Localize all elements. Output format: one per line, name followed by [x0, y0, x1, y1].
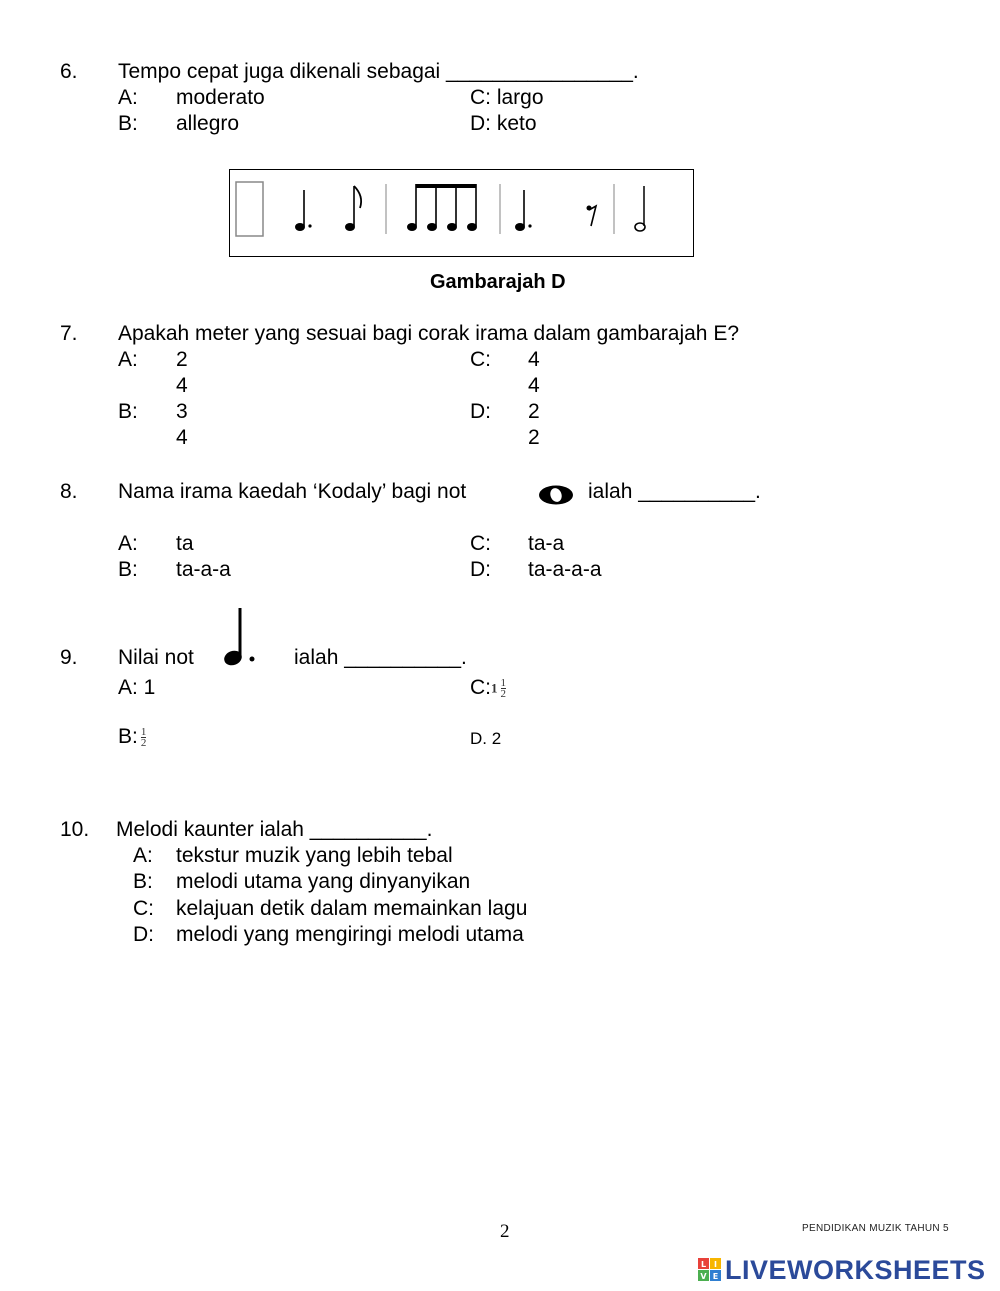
quaver-icon	[345, 186, 361, 231]
q9-option-c	[470, 675, 507, 701]
q10-question: Melodi kaunter ialah __________.	[116, 818, 433, 841]
q10-option-c-letter: C:	[133, 897, 154, 920]
figure-caption: Gambarajah D	[430, 271, 566, 293]
q8-option-d-letter: D:	[470, 558, 491, 581]
dotted-crotchet-icon	[218, 605, 260, 669]
q10-option-a-letter: A:	[133, 844, 153, 867]
q8-option-b-letter: B:	[118, 558, 138, 581]
cube-letter-l: L	[700, 1260, 707, 1269]
q10-number: 10.	[60, 818, 90, 841]
page-number: 2	[500, 1221, 510, 1242]
cube-letter-i: I	[714, 1260, 717, 1269]
q9-question-end: ialah __________.	[294, 646, 467, 669]
q8-number: 8.	[60, 480, 78, 503]
q6-number: 6.	[60, 60, 78, 83]
q9-number: 9.	[60, 646, 78, 669]
q7-option-a-bottom: 4	[176, 374, 188, 397]
q8-option-a-letter: A:	[118, 532, 138, 555]
minim-icon	[635, 186, 645, 231]
q10-option-a: tekstur muzik yang lebih tebal	[176, 844, 453, 867]
dotted-crotchet-icon	[515, 190, 532, 231]
q8-question-end: ialah __________.	[588, 480, 761, 503]
cube-letter-v: V	[700, 1272, 707, 1281]
q7-option-b-letter: B:	[118, 400, 138, 423]
q9-option-c-numerator: 1	[500, 676, 506, 689]
semibreve-icon	[537, 484, 575, 506]
q7-option-b-bottom: 4	[176, 426, 188, 449]
liveworksheets-cube-icon	[698, 1258, 722, 1282]
q10-option-b-letter: B:	[133, 870, 153, 893]
q9-question-start: Nilai not	[118, 646, 194, 669]
q8-question-start: Nama irama kaedah ‘Kodaly’ bagi not	[118, 480, 467, 503]
q9-option-d: D. 2	[470, 729, 502, 748]
q8-option-d: ta-a-a-a	[528, 558, 602, 581]
q7-option-c-top: 4	[528, 348, 540, 371]
time-signature-box	[236, 182, 263, 236]
q9-option-b-numerator: 1	[140, 725, 147, 738]
q10-option-c: kelajuan detik dalam memainkan lagu	[176, 897, 528, 920]
q6-option-a: moderato	[176, 86, 265, 109]
q6-option-b-letter: B:	[118, 112, 138, 135]
q8-option-c: ta-a	[528, 532, 565, 555]
subject-header: PENDIDIKAN MUZIK TAHUN 5	[802, 1223, 949, 1234]
q9-option-c-letter: C:	[470, 676, 491, 699]
q7-option-d-top: 2	[528, 400, 540, 423]
q6-option-d: D: keto	[470, 112, 537, 135]
q10-option-d: melodi yang mengiringi melodi utama	[176, 923, 524, 946]
rhythm-notation-image	[230, 170, 692, 255]
q9-option-c-whole: 1	[491, 680, 498, 696]
q8-option-a: ta	[176, 532, 194, 555]
q6-question: Tempo cepat juga dikenali sebagai ________________.	[118, 60, 639, 83]
q9-option-b-fraction	[140, 727, 148, 748]
q10-option-b: melodi utama yang dinyanyikan	[176, 870, 471, 893]
quaver-rest-icon	[587, 206, 597, 227]
q6-option-b: allegro	[176, 112, 240, 135]
rhythm-figure	[229, 169, 694, 257]
four-semiquavers-icon	[407, 184, 477, 231]
q7-option-b-top: 3	[176, 400, 188, 423]
cube-letter-e: E	[712, 1272, 719, 1281]
q7-number: 7.	[60, 322, 78, 345]
q9-option-c-fraction	[500, 678, 508, 699]
q7-option-a-top: 2	[176, 348, 188, 371]
q7-option-d-letter: D:	[470, 400, 491, 423]
q9-option-b-letter: B:	[118, 725, 138, 748]
q9-option-a: A: 1	[118, 676, 156, 699]
q10-option-d-letter: D:	[133, 923, 154, 946]
dotted-crotchet-icon	[295, 190, 312, 231]
q7-question: Apakah meter yang sesuai bagi corak irama dalam gambarajah E?	[118, 322, 740, 345]
q7-option-c-letter: C:	[470, 348, 491, 371]
q7-option-a-letter: A:	[118, 348, 138, 371]
q6-option-c: C: largo	[470, 86, 544, 109]
q9-option-c-denominator: 2	[500, 687, 506, 700]
q8-option-c-letter: C:	[470, 532, 491, 555]
q7-option-c-bottom: 4	[528, 374, 540, 397]
liveworksheets-logo[interactable]	[698, 1255, 986, 1285]
q6-option-a-letter: A:	[118, 86, 138, 109]
q7-option-d-bottom: 2	[528, 426, 540, 449]
q9-option-b-denominator: 2	[140, 736, 147, 749]
q8-option-b: ta-a-a	[176, 558, 231, 581]
q9-option-b	[118, 724, 147, 750]
liveworksheets-logo-text: LIVEWORKSHEETS	[725, 1254, 986, 1285]
